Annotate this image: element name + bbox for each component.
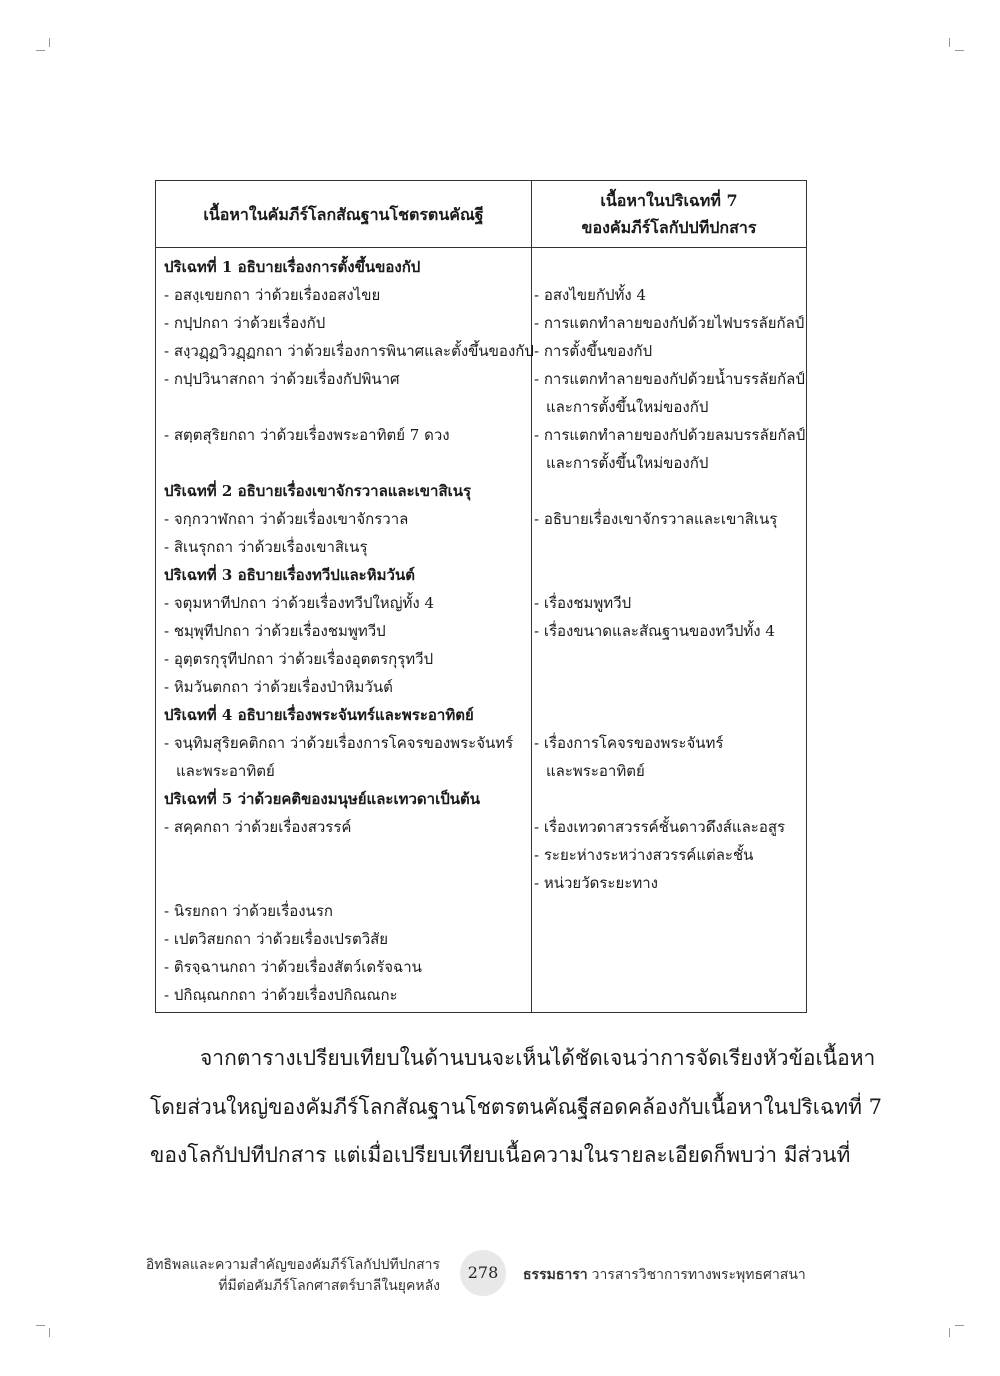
section-heading: ปริเฉทที่ 2 อธิบายเรื่องเขาจักรวาลและเขาสิเนรุ [164,482,472,500]
left-item: - ติรจฺฉานกถา ว่าด้วยเรื่องสัตว์เดรัจฉาน [164,958,422,976]
right-item: - การแตกทำลายของกัปด้วยลมบรรลัยกัลป์ [534,426,806,444]
right-item: - การตั้งขึ้นของกัป [534,342,653,360]
footer-article-title [146,1255,440,1297]
header-right-line-2: ของคัมภีร์โลกัปปทีปกสาร [581,218,757,237]
body-paragraph-line: จากตารางเปรียบเทียบในด้านบนจะเห็นได้ชัดเจนว่าการจัดเรียงหัวข้อเนื้อหา [200,1046,876,1070]
journal-name: ธรรมธารา [523,1267,588,1283]
left-item: - สิเนรุกถา ว่าด้วยเรื่องเขาสิเนรุ [164,538,368,556]
left-item: - จตุมหาทีปกถา ว่าด้วยเรื่องทวีปใหญ่ทั้ง 4 [164,594,434,612]
left-item: - อุตฺตรกุรุทีปกถา ว่าด้วยเรื่องอุตตรกุรุทวีป [164,650,434,668]
header-right-line-1: เนื้อหาในปริเฉทที่ 7 [600,191,738,210]
header-divider [156,247,806,248]
crop-mark [49,38,50,47]
right-item-continuation: และการตั้งขึ้นใหม่ของกัป [546,398,709,416]
left-item: - สตฺตสุริยกถา ว่าด้วยเรื่องพระอาทิตย์ 7 ดวง [164,426,450,444]
right-item: - ระยะห่างระหว่างสวรรค์แต่ละชั้น [534,846,754,864]
right-item: - เรื่องการโคจรของพระจันทร์ [534,734,724,752]
left-item: - สงฺวฏฺฏวิวฏฺฏกถา ว่าด้วยเรื่องการพินาศและตั้งขึ้นของกัป [164,342,534,360]
right-item: - การแตกทำลายของกัปด้วยน้ำบรรลัยกัลป์ [534,370,805,388]
crop-mark [36,1325,45,1326]
crop-mark [36,50,45,51]
journal-description: วารสารวิชาการทางพระพุทธศาสนา [591,1267,806,1283]
crop-mark [955,1325,964,1326]
left-item: - สคฺคกถา ว่าด้วยเรื่องสวรรค์ [164,818,352,836]
body-paragraph-line: ของโลกัปปทีปกสาร แต่เมื่อเปรียบเทียบเนื้อความในรายละเอียดก็พบว่า มีส่วนที่ [150,1143,851,1167]
crop-mark [949,1328,950,1337]
crop-mark [949,38,950,47]
left-item: - ชมฺพุทีปกถา ว่าด้วยเรื่องชมพูทวีป [164,622,386,640]
crop-mark [955,50,964,51]
left-item: - นิรยกถา ว่าด้วยเรื่องนรก [164,902,333,920]
left-item: - เปตวิสยกถา ว่าด้วยเรื่องเปรตวิสัย [164,930,389,948]
right-item: - การแตกทำลายของกัปด้วยไฟบรรลัยกัลป์ [534,314,805,332]
comparison-table [155,180,807,1013]
footer-title-line-2: ที่มีต่อคัมภีร์โลกศาสตร์บาลีในยุคหลัง [218,1278,440,1294]
left-item: - กปฺปกถา ว่าด้วยเรื่องกัป [164,314,326,332]
table-header-right [532,181,806,247]
right-item: - เรื่องชมพูทวีป [534,594,632,612]
left-item: - จกฺกวาฬกถา ว่าด้วยเรื่องเขาจักรวาล [164,510,409,528]
section-heading: ปริเฉทที่ 4 อธิบายเรื่องพระจันทร์และพระอาทิตย์ [164,706,474,724]
section-heading: ปริเฉทที่ 5 ว่าด้วยคติของมนุษย์และเทวดาเป็นต้น [164,790,480,808]
table-header-left [156,181,531,247]
page-number: 278 [460,1250,506,1296]
crop-mark [49,1328,50,1337]
header-left-text: เนื้อหาในคัมภีร์โลกสัณฐานโชตรตนคัณฐี [203,204,484,224]
body-paragraph-line: โดยส่วนใหญ่ของคัมภีร์โลกสัณฐานโชตรตนคัณฐีสอดคล้องกับเนื้อหาในปริเฉทที่ 7 [150,1095,882,1119]
left-item: - จนฺทิมสุริยคติกถา ว่าด้วยเรื่องการโคจรของพระจันทร์ [164,734,514,752]
right-item: - หน่วยวัดระยะทาง [534,874,658,892]
left-item: - กปฺปวินาสกถา ว่าด้วยเรื่องกัปพินาศ [164,370,400,388]
right-item: - อธิบายเรื่องเขาจักรวาลและเขาสิเนรุ [534,510,778,528]
left-item: - อสงฺเขยกถา ว่าด้วยเรื่องอสงไขย [164,286,381,304]
section-heading: ปริเฉทที่ 1 อธิบายเรื่องการตั้งขึ้นของกัป [164,258,421,276]
footer-journal [523,1265,806,1285]
column-divider [531,181,532,1012]
right-item-continuation: และพระอาทิตย์ [546,762,645,780]
section-heading: ปริเฉทที่ 3 อธิบายเรื่องทวีปและหิมวันต์ [164,566,415,584]
right-item: - เรื่องเทวดาสวรรค์ชั้นดาวดึงส์และอสูร [534,818,786,836]
left-item-continuation: และพระอาทิตย์ [176,762,275,780]
right-item: - เรื่องขนาดและสัณฐานของทวีปทั้ง 4 [534,622,775,640]
right-item: - อสงไขยกัปทั้ง 4 [534,286,647,304]
left-item: - หิมวันตกถา ว่าด้วยเรื่องป่าหิมวันต์ [164,678,393,696]
footer-title-line-1: อิทธิพลและความสำคัญของคัมภีร์โลกัปปทีปกสาร [145,1257,440,1273]
left-item: - ปกิณฺณกกถา ว่าด้วยเรื่องปกิณณกะ [164,986,398,1004]
right-item-continuation: และการตั้งขึ้นใหม่ของกัป [546,454,709,472]
